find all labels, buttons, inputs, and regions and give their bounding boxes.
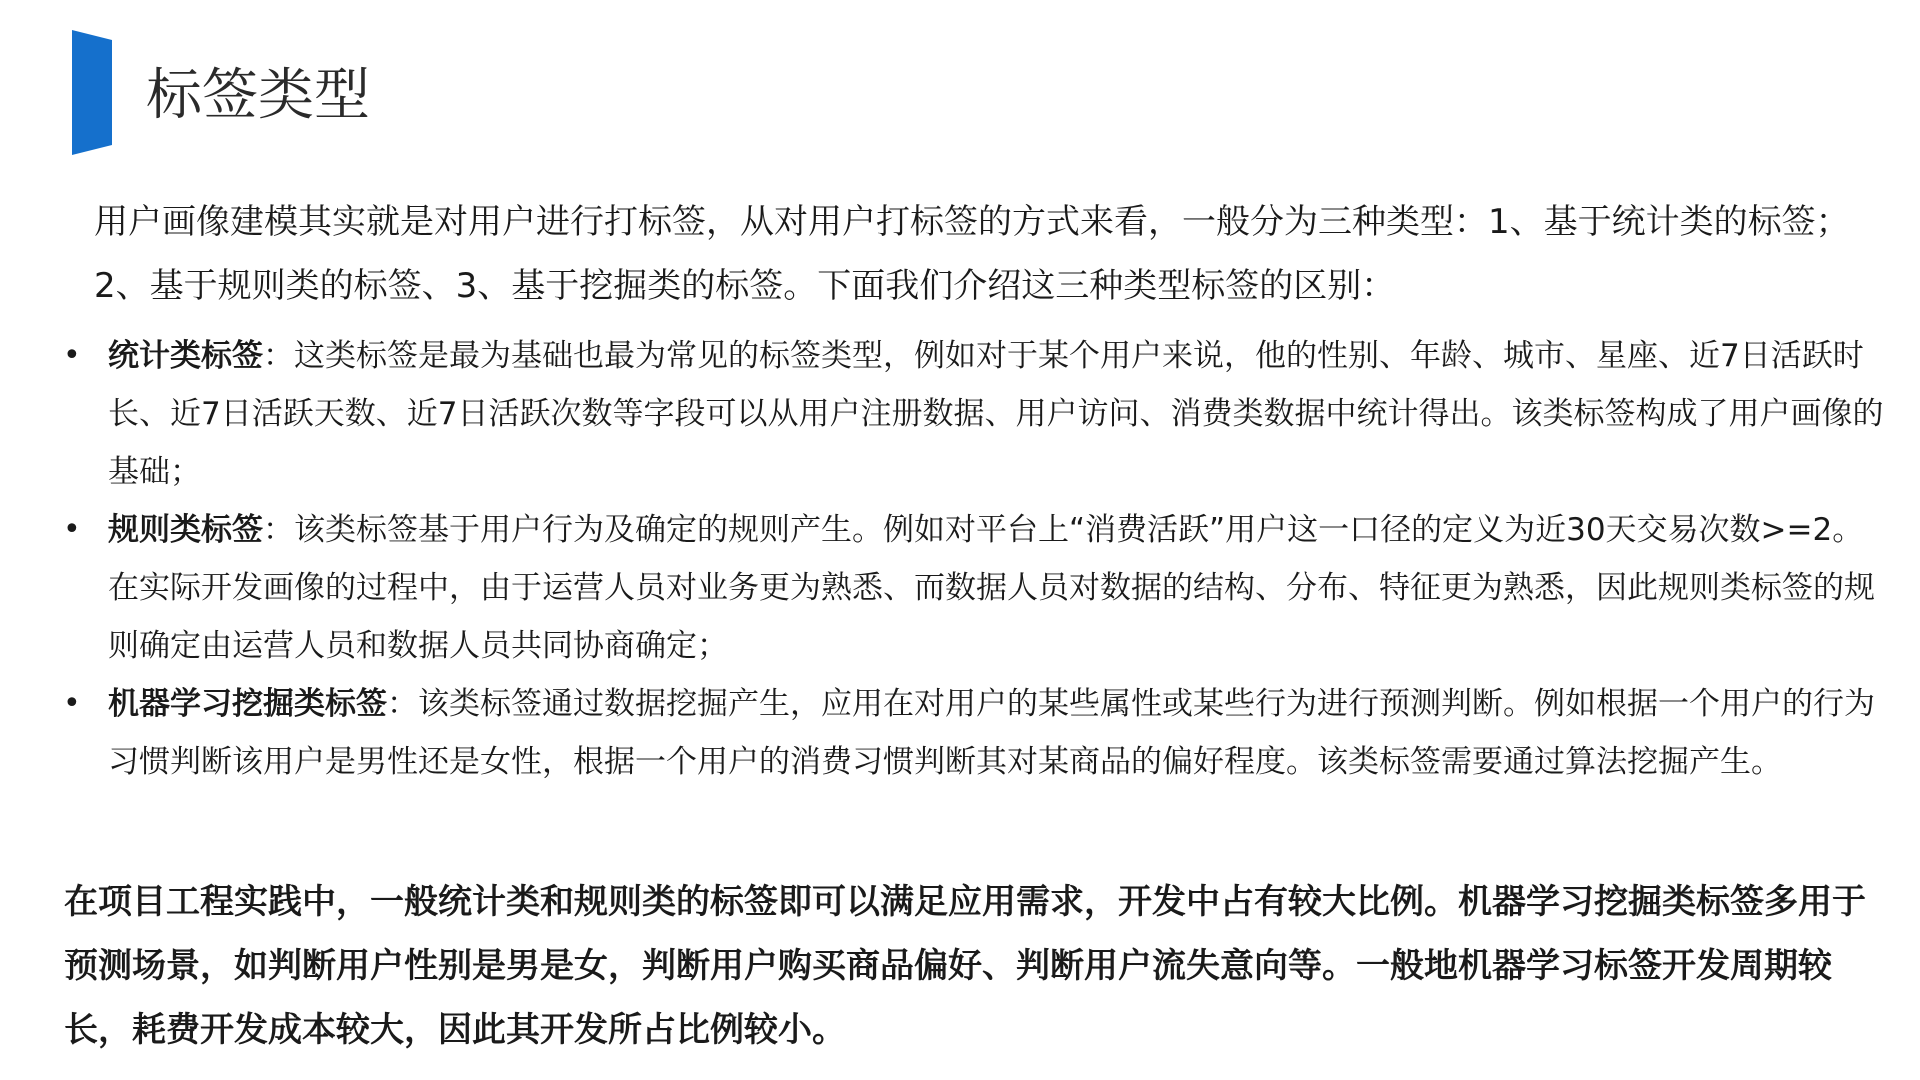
list-item-statistical-tags bbox=[63, 327, 1888, 501]
page-title: 标签类型 bbox=[146, 63, 370, 128]
tag-type-list bbox=[63, 327, 1888, 791]
bullet-text: ：这类标签是最为基础也最为常见的标签类型，例如对于某个用户来说，他的性别、年龄、城市、星座、近7日活跃时长、近7日活跃天数、近7日活跃次数等字段可以从用户注册数据、用户访问、消费类数据中统计得出。该类标签构成了用户画像的基础； bbox=[108, 338, 1884, 490]
intro-paragraph: 用户画像建模其实就是对用户进行打标签，从对用户打标签的方式来看，一般分为三种类型：1、基于统计类的标签；2、基于规则类的标签、3、基于挖掘类的标签。下面我们介绍这三种类型标签的区别： bbox=[94, 202, 1850, 306]
bullet-text: ：该类标签基于用户行为及确定的规则产生。例如对平台上“消费活跃”用户这一口径的定义为近30天交易次数>=2。在实际开发画像的过程中，由于运营人员对业务更为熟悉、而数据人员对数据的结构、分布、特征更为熟悉，因此规则类标签的规则确定由运营人员和数据人员共同协商确定； bbox=[108, 512, 1875, 664]
bullet-term: 机器学习挖掘类标签 bbox=[108, 686, 387, 722]
title-accent-bar bbox=[72, 30, 112, 155]
bullet-dot-icon: • bbox=[63, 686, 81, 721]
list-item-ml-mining-tags bbox=[63, 675, 1888, 791]
bullet-term: 规则类标签 bbox=[108, 512, 263, 548]
bullet-dot-icon: • bbox=[63, 512, 81, 547]
summary-paragraph: 在项目工程实践中，一般统计类和规则类的标签即可以满足应用需求，开发中占有较大比例。机器学习挖掘类标签多用于预测场景，如判断用户性别是男是女，判断用户购买商品偏好、判断用户流失意向等。一般地机器学习标签开发周期较长，耗费开发成本较大，因此其开发所占比例较小。 bbox=[64, 882, 1866, 1050]
list-item-rule-tags bbox=[63, 501, 1888, 675]
bullet-dot-icon: • bbox=[63, 338, 81, 373]
bullet-term: 统计类标签 bbox=[108, 338, 263, 374]
bullet-text: ：该类标签通过数据挖掘产生，应用在对用户的某些属性或某些行为进行预测判断。例如根据一个用户的行为习惯判断该用户是男性还是女性，根据一个用户的消费习惯判断其对某商品的偏好程度。该类标签需要通过算法挖掘产生。 bbox=[108, 686, 1875, 780]
